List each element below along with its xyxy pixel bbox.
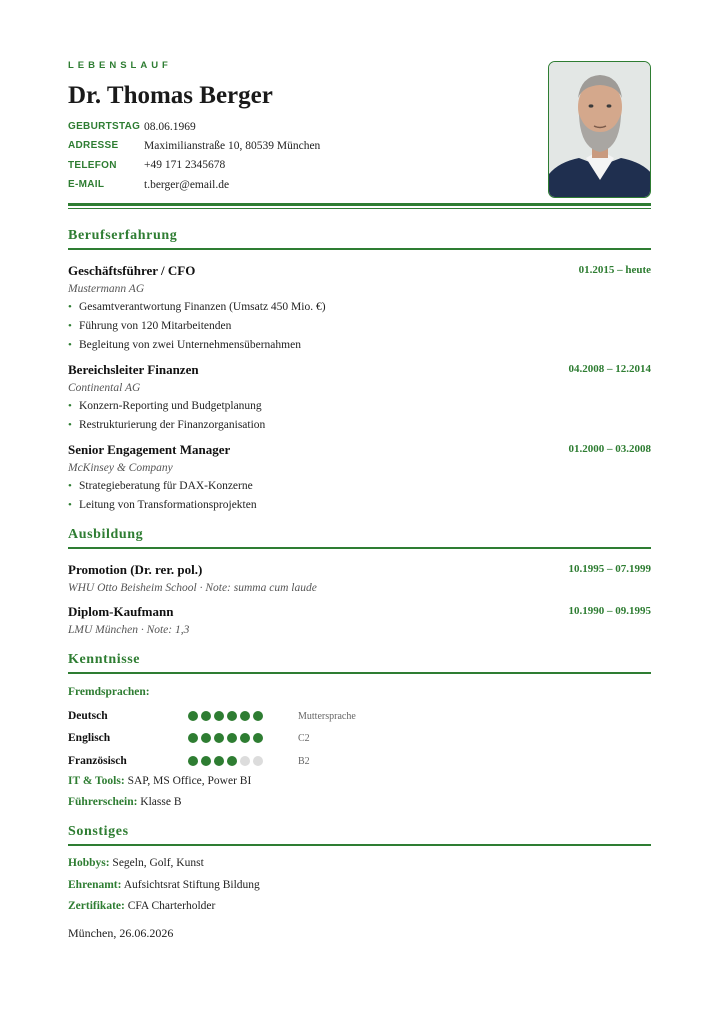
license-value: Klasse B bbox=[140, 796, 182, 808]
portrait-illustration bbox=[549, 62, 651, 198]
contact-label: ADRESSE bbox=[68, 140, 119, 152]
job-organization: Mustermann AG bbox=[68, 283, 145, 295]
level-dot-filled bbox=[214, 733, 224, 743]
section-title: Berufserfahrung bbox=[68, 228, 178, 243]
license-line bbox=[68, 796, 182, 808]
portrait-photo bbox=[548, 61, 651, 198]
bullet-item: • Strategieberatung für DAX-Konzerne bbox=[68, 477, 651, 496]
level-dot-filled bbox=[227, 711, 237, 721]
section-misc bbox=[68, 822, 651, 846]
job-entry bbox=[68, 263, 651, 355]
contact-value: Maximilianstraße 10, 80539 München bbox=[144, 139, 321, 152]
job-date: 01.2000 – 03.2008 bbox=[568, 443, 651, 455]
language-level-text: Muttersprache bbox=[298, 710, 356, 722]
contact-row-email bbox=[68, 175, 320, 194]
level-dot-filled bbox=[240, 733, 250, 743]
it-tools-line bbox=[68, 775, 251, 787]
misc-value: Aufsichtsrat Stiftung Bildung bbox=[123, 879, 260, 891]
language-row bbox=[68, 752, 310, 770]
degree-title: Promotion (Dr. rer. pol.) bbox=[68, 562, 203, 577]
job-entry bbox=[68, 362, 651, 435]
education-institution: LMU München · Note: 1,3 bbox=[68, 624, 190, 636]
languages-heading: Fremdsprachen: bbox=[68, 686, 150, 698]
contact-row-birthday bbox=[68, 117, 320, 136]
language-level-text: B2 bbox=[298, 755, 310, 767]
document-kicker: LEBENSLAUF bbox=[68, 60, 172, 71]
education-date: 10.1990 – 09.1995 bbox=[568, 605, 651, 617]
level-dot-filled bbox=[214, 756, 224, 766]
level-dot-filled bbox=[227, 733, 237, 743]
section-rule bbox=[68, 248, 651, 250]
language-row bbox=[68, 729, 310, 747]
bullet-item: • Konzern-Reporting und Budgetplanung bbox=[68, 397, 651, 416]
language-level-text: C2 bbox=[298, 732, 310, 744]
level-dot-filled bbox=[227, 756, 237, 766]
section-title: Kenntnisse bbox=[68, 652, 141, 667]
misc-label: Hobbys: bbox=[68, 857, 110, 869]
level-dot-filled bbox=[201, 733, 211, 743]
level-dot-filled bbox=[253, 733, 263, 743]
misc-value: Segeln, Golf, Kunst bbox=[112, 857, 204, 869]
level-dot-filled bbox=[188, 711, 198, 721]
header-divider bbox=[68, 203, 651, 206]
job-bullets bbox=[68, 298, 651, 355]
level-dot-filled bbox=[253, 711, 263, 721]
place-and-date: München, 26.06.2026 bbox=[68, 926, 174, 940]
level-dot-empty bbox=[253, 756, 263, 766]
section-experience bbox=[68, 226, 651, 250]
misc-label: Ehrenamt: bbox=[68, 879, 122, 891]
section-rule bbox=[68, 844, 651, 846]
education-entry bbox=[68, 562, 651, 594]
contact-value: +49 171 2345678 bbox=[144, 159, 226, 172]
language-level-dots bbox=[188, 733, 298, 743]
job-bullets bbox=[68, 477, 651, 515]
it-tools-label: IT & Tools: bbox=[68, 775, 125, 787]
misc-line-volunteer bbox=[68, 879, 260, 891]
job-entry bbox=[68, 442, 651, 515]
section-rule bbox=[68, 672, 651, 674]
section-skills bbox=[68, 650, 651, 674]
header-divider-thin bbox=[68, 208, 651, 209]
contact-label: E-MAIL bbox=[68, 179, 105, 191]
misc-line-certificates bbox=[68, 900, 215, 912]
section-education bbox=[68, 525, 651, 549]
person-name: Dr. Thomas Berger bbox=[68, 82, 273, 109]
language-name: Deutsch bbox=[68, 710, 108, 722]
job-date: 04.2008 – 12.2014 bbox=[568, 363, 651, 375]
level-dot-empty bbox=[240, 756, 250, 766]
section-title: Ausbildung bbox=[68, 527, 144, 542]
job-title: Senior Engagement Manager bbox=[68, 442, 231, 457]
language-row bbox=[68, 707, 356, 725]
degree-title: Diplom-Kaufmann bbox=[68, 604, 174, 619]
level-dot-filled bbox=[188, 733, 198, 743]
contact-row-address bbox=[68, 136, 320, 155]
level-dot-filled bbox=[201, 756, 211, 766]
languages-label bbox=[68, 686, 150, 698]
job-title: Geschäftsführer / CFO bbox=[68, 263, 196, 278]
level-dot-filled bbox=[188, 756, 198, 766]
bullet-item: • Leitung von Transformationsprojekten bbox=[68, 496, 651, 515]
language-name: Französisch bbox=[68, 755, 127, 767]
resume-page bbox=[68, 0, 651, 1018]
misc-line-hobbies bbox=[68, 857, 204, 869]
contact-label: GEBURTSTAG bbox=[68, 121, 141, 133]
language-name: Englisch bbox=[68, 732, 111, 744]
contact-label: TELEFON bbox=[68, 159, 117, 171]
license-label: Führerschein: bbox=[68, 796, 138, 808]
language-level-dots bbox=[188, 711, 298, 721]
misc-value: CFA Charterholder bbox=[127, 900, 216, 912]
contact-row-phone bbox=[68, 156, 320, 175]
education-entry bbox=[68, 604, 651, 636]
job-title: Bereichsleiter Finanzen bbox=[68, 362, 199, 377]
job-date: 01.2015 – heute bbox=[578, 264, 651, 276]
education-institution: WHU Otto Beisheim School · Note: summa cum laude bbox=[68, 582, 317, 594]
bullet-item: • Führung von 120 Mitarbeitenden bbox=[68, 317, 651, 336]
contact-block bbox=[68, 117, 320, 194]
bullet-item: • Restrukturierung der Finanzorganisation bbox=[68, 416, 651, 435]
section-rule bbox=[68, 547, 651, 549]
bullet-item: • Begleitung von zwei Unternehmensübernahmen bbox=[68, 336, 651, 355]
contact-value: 08.06.1969 bbox=[144, 120, 196, 133]
education-date: 10.1995 – 07.1999 bbox=[568, 563, 651, 575]
language-level-dots bbox=[188, 756, 298, 766]
bullet-item: • Gesamtverantwortung Finanzen (Umsatz 450 Mio. €) bbox=[68, 298, 651, 317]
misc-label: Zertifikate: bbox=[68, 900, 125, 912]
contact-value: t.berger@email.de bbox=[144, 178, 230, 191]
level-dot-filled bbox=[214, 711, 224, 721]
level-dot-filled bbox=[201, 711, 211, 721]
section-title: Sonstiges bbox=[68, 824, 129, 839]
job-organization: McKinsey & Company bbox=[68, 462, 173, 474]
job-bullets bbox=[68, 397, 651, 435]
job-organization: Continental AG bbox=[68, 382, 141, 394]
level-dot-filled bbox=[240, 711, 250, 721]
it-tools-value: SAP, MS Office, Power BI bbox=[127, 775, 252, 787]
